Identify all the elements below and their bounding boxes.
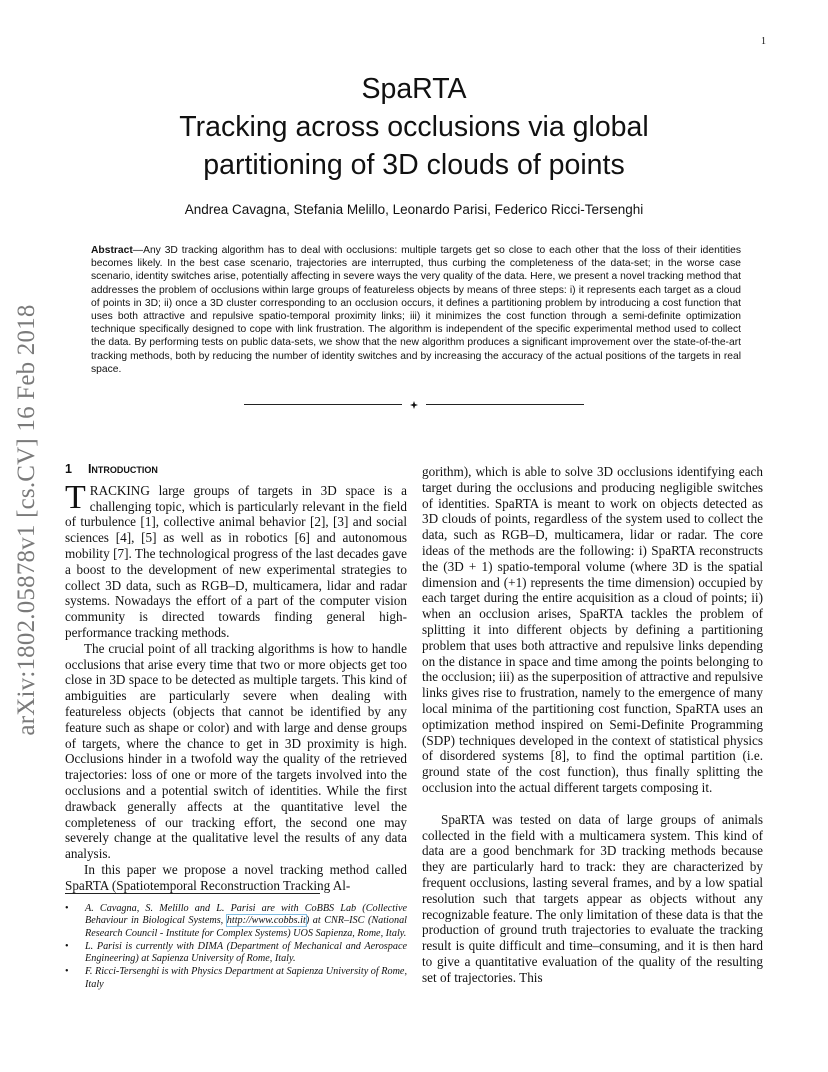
intro-paragraph-4: gorithm), which is able to solve 3D occlusions identifying each target during the occlusions and producing negligible switches of identities. SpaRTA is meant to work on objects detected as 3D clouds of points, regardless of the system used to collect the data, such as RGB–D, multicamera, lidar or radar. The core ideas of the methods are the following: i) SpaRTA reconstructs the (3D + 1) spatio-temporal volume (where 3D is the spatial dimension and (+1) represents the time dimension) occupied by each target during the entire acquisition as a cloud of points; ii) when an occlusion arises, SpaRTA tackles the problem of splitting it into different objects by defining a partitioning problem that uses both attractive and repulsive links depending on the distance in space and time among the points belonging to the occlusion; iii) as the superposition of attractive and repulsive links gives rise to frustration, namely to the emergence of many local minima of the partitioning cost function, SpaRTA uses an optimization method inspired on Semi-Definite Programming (SDP) techniques developed in the context of statistical physics of disordered systems [8], to find the optimal partition (i.e. ground state of the cost function), thus finally splitting the occlusion into the actual different targets composing it.: [422, 464, 763, 795]
intro-paragraph-1-text: RACKING large groups of targets in 3D space is a challenging topic, which is particularly relevant in the field of turbulence [1], collective animal behavior [2], [3] and social sciences [4], [5] as well as in robotics [6] and autonomous mobility [7]. The technological progress of the last decades gave a boost to the development of new experimental strategies to collect 3D data, such as RGB–D, multicamera, lidar and radar systems. Nowadays the effort of a part of the computer vision community is directed towards finding general high-performance tracking methods.: [65, 482, 407, 640]
paragraph-gap: [422, 796, 763, 812]
title-line-3: partitioning of 3D clouds of points: [203, 149, 625, 181]
paper-title: [0, 70, 828, 184]
section-title: Introduction: [87, 462, 158, 476]
separator-line-left: [244, 404, 402, 405]
intro-paragraph-2: The crucial point of all tracking algorithms is how to handle occlusions that arise every time that two or more objects get too close in 3D space to be detected as multiple targets. This kind of ambiguities are particularly severe when dealing with featureless objects (objects that cannot be identified by any feature such as shape or color) and with large and dense groups of targets, where the chance to get in 3D proximity is high. Occlusions hinder in a twofold way the quality of the retrieved trajectories: loss of one or more of the targets involved into the occlusions and a potential switch of identities. While the first drawback generally affects at the quantitative level the completeness of our tracking effort, the second one may severely change at the qualitative level the results of any data analysis.: [65, 640, 407, 862]
intro-paragraph-3: In this paper we propose a novel tracking method called SpaRTA (Spatiotemporal Reconstruction Tracking Al-: [65, 861, 407, 893]
footnotes: [65, 903, 407, 992]
separator-diamond-icon: [410, 401, 418, 409]
separator-line-right: [426, 404, 584, 405]
author-list: Andrea Cavagna, Stefania Melillo, Leonardo Parisi, Federico Ricci-Tersenghi: [184, 202, 644, 217]
footnote-text: L. Parisi is currently with DIMA (Department of Mechanical and Aerospace Engineering) at Sapienza University of Rome, Italy.: [85, 940, 407, 965]
intro-paragraph-5: SpaRTA was tested on data of large groups of animals collected in the field with a multicamera system. This kind of data are a good benchmark for 3D tracking methods because they are particularly hard to track: they are characterized by frequent occlusions, lasting several frames, and by a low spatial resolution such that targets appear as objects without any recognizable feature. The only limitation of these data is that the production of ground truth trajectories to evaluate the tracking result is quite difficult and time–consuming, and it is then hard to give a quantitative evaluation of the quality of the resulting set of trajectories. This: [422, 811, 763, 985]
page-number: 1: [761, 36, 766, 47]
title-line-1: SpaRTA: [361, 73, 467, 105]
cobbs-link[interactable]: http://www.cobbs.it: [226, 915, 306, 927]
bullet-icon: •: [65, 966, 69, 978]
section-heading: [65, 462, 407, 478]
footnote-text: A. Cavagna, S. Melillo and L. Parisi are with CoBBS Lab (Collective Behaviour in Biological Systems,: [85, 903, 407, 927]
arxiv-identifier-text: arXiv:1802.05878v1 [cs.CV] 16 Feb 2018: [13, 304, 40, 736]
footnote-item: [65, 941, 407, 966]
arxiv-identifier: [4, 285, 50, 755]
footnote-item: [65, 903, 407, 940]
footnote-item: [65, 966, 407, 991]
intro-paragraph-1: [65, 478, 407, 641]
abstract: [91, 244, 741, 376]
footnote-rule: [65, 893, 320, 894]
section-number: 1: [65, 462, 72, 476]
abstract-text: —Any 3D tracking algorithm has to deal with occlusions: multiple targets get so close to each other that the loss of their identities becomes likely. In the best case scenario, trajectories are interrupted, thus curbing the completeness of the data-set; in the worse case scenario, identity switches arise, potentially affecting in severe ways the very quality of the data. Here, we present a novel tracking method that addresses the problem of occlusions within large groups of featureless objects by means of three steps: i) it represents each target as a cloud of points in 3D; ii) once a 3D cluster corresponding to an occlusion occurs, it defines a partitioning problem by introducing a cost function that uses both attractive and repulsive spatio-temporal proximity links; iii) it minimizes the cost function through a semi-definite optimization technique specifically designed to cope with link frustration. The algorithm is independent of the specific experimental method used to collect the data. By performing tests on public data-sets, we show that the new algorithm produces a significant improvement over the state-of-the-art tracking methods, both by reducing the number of identity switches and by increasing the accuracy of the actual positions of the targets in real space.: [91, 245, 741, 375]
abstract-label: Abstract: [91, 245, 133, 256]
footnote-text-cont: ) at CNR–ISC (National Research Council - Institute for Complex Systems) UOS Sapienza, Rome, Italy.: [85, 915, 408, 939]
footnote-text: F. Ricci-Tersenghi is with Physics Department at Sapienza University of Rome, Italy: [85, 966, 407, 990]
right-column: [422, 464, 763, 986]
bullet-icon: •: [65, 940, 69, 952]
dropcap-letter: T: [65, 478, 86, 516]
left-column: [65, 462, 407, 894]
bullet-icon: •: [65, 903, 69, 914]
section-separator: [244, 401, 584, 409]
title-line-2: Tracking across occlusions via global: [179, 111, 649, 143]
